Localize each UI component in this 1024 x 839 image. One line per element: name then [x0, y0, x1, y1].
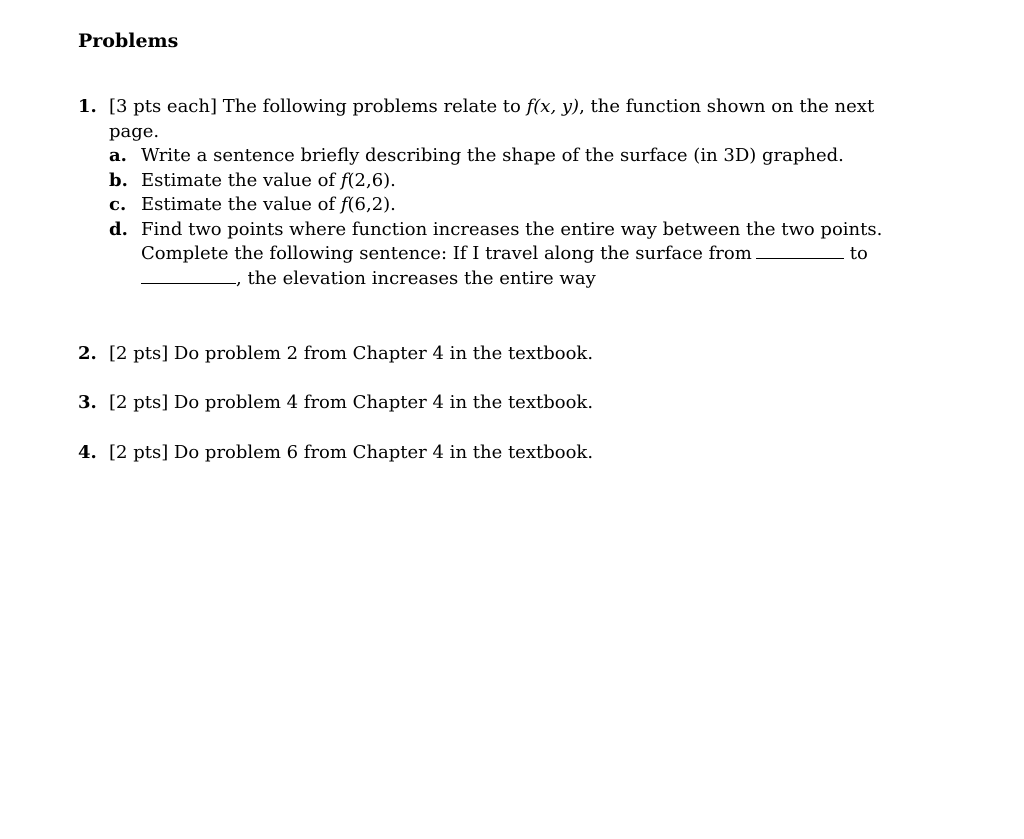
- problem-number: 2.: [78, 343, 97, 364]
- subproblem-c: [109, 193, 898, 218]
- problem-4-text: [2 pts] Do problem 6 from Chapter 4 in the textbook.: [109, 442, 594, 463]
- subproblem-letter: a.: [109, 145, 127, 166]
- problem-1-text-post: , the function shown on the next page.: [109, 96, 875, 142]
- problem-4: [78, 441, 898, 466]
- subproblem-d-line3: [141, 267, 898, 292]
- problem-number: 4.: [78, 442, 97, 463]
- subproblem-b-text-post: (2,6).: [347, 169, 396, 191]
- problem-2-text: [2 pts] Do problem 2 from Chapter 4 in the textbook.: [109, 343, 594, 364]
- answer-blank-from: [756, 257, 844, 259]
- subproblem-letter: b.: [109, 169, 128, 191]
- subproblem-list: [109, 144, 898, 291]
- subproblem-letter: c.: [109, 194, 127, 215]
- subproblem-d-line3-text: , the elevation increases the entire way: [236, 267, 596, 289]
- problem-3: [78, 391, 898, 416]
- function-notation: f(x, y): [526, 96, 580, 117]
- page-title: Problems: [78, 30, 179, 52]
- problem-1-text: [109, 95, 898, 144]
- function-symbol: f: [340, 169, 348, 191]
- subproblem-d-to-text: to: [849, 243, 868, 264]
- subproblem-a: [109, 144, 898, 169]
- subproblem-d-line2: [141, 242, 898, 267]
- subproblem-a-text: Write a sentence briefly describing the shape of the surface (in 3D) graphed.: [141, 145, 844, 166]
- problem-1: [78, 95, 898, 291]
- subproblem-d-line1: Find two points where function increases the entire way between the two points.: [141, 218, 883, 240]
- subproblem-letter: d.: [109, 218, 128, 240]
- problem-number: 3.: [78, 392, 97, 413]
- problem-2: [78, 342, 898, 367]
- problem-1-text-pre: [3 pts each] The following problems relate to: [109, 96, 527, 117]
- problem-number: 1.: [78, 96, 97, 117]
- function-symbol: f: [340, 194, 348, 215]
- subproblem-d: [109, 218, 898, 292]
- subproblem-c-text-post: (6,2).: [347, 194, 396, 215]
- problem-3-text: [2 pts] Do problem 4 from Chapter 4 in the textbook.: [109, 392, 594, 413]
- subproblem-d-line2-text: Complete the following sentence: If I travel along the surface from: [141, 243, 752, 264]
- subproblem-c-text-pre: Estimate the value of: [141, 194, 341, 215]
- subproblem-b-text-pre: Estimate the value of: [141, 169, 341, 191]
- answer-blank-to: [141, 282, 236, 284]
- subproblem-b: [109, 169, 898, 194]
